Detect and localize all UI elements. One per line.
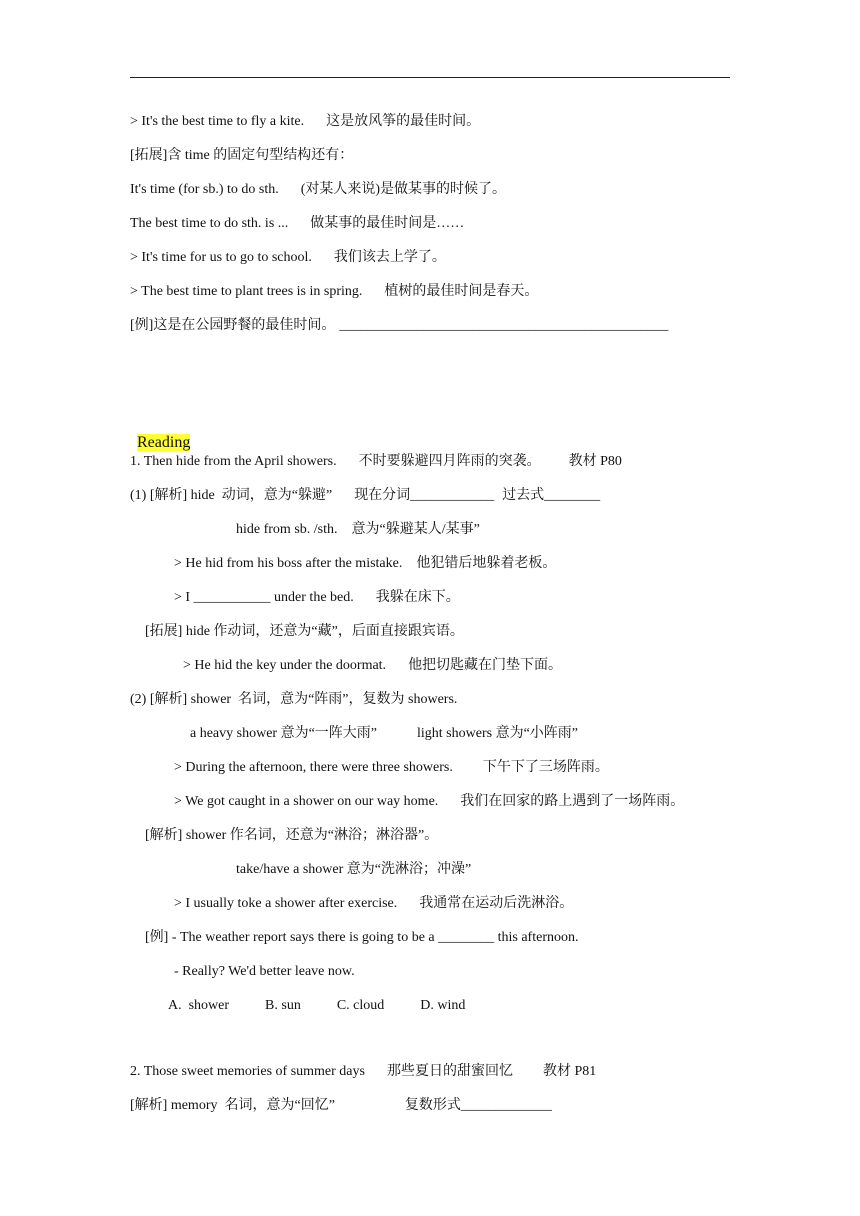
text-segment: 我们该去上学了。 <box>333 250 446 265</box>
text-segment: hide from sb. /sth. <box>236 522 338 537</box>
text-segment: It's time (for sb.) to do sth. <box>130 182 279 197</box>
text-segment: > I usually toke a shower after exercise. <box>174 896 398 911</box>
text-line <box>174 963 355 981</box>
text-line <box>174 589 460 607</box>
text-segment: 复数形式_____________ <box>404 1098 552 1113</box>
text-segment: [例]这是在公园野餐的最佳时间。 <box>130 318 336 333</box>
text-segment: [例] - The weather report says there is going to be a ________ this afternoon. <box>145 930 579 945</box>
text-segment: > The best time to plant trees is in spring. <box>130 284 363 299</box>
text-segment: > He hid the key under the doormat. <box>183 658 387 673</box>
text-line <box>130 317 668 335</box>
text-segment: 现在分词____________ <box>354 488 495 503</box>
text-line <box>130 181 506 199</box>
text-segment: > It's time for us to go to school. <box>130 250 312 265</box>
text-segment: 我们在回家的路上遇到了一场阵雨。 <box>460 794 685 809</box>
text-segment: D. wind <box>420 998 466 1013</box>
section-heading <box>130 416 190 453</box>
text-segment: a heavy shower 意为“一阵大雨” <box>190 726 378 741</box>
text-line <box>130 487 600 505</box>
text-segment: [拓展] hide 作动词，还意为“藏”，后面直接跟宾语。 <box>145 624 464 639</box>
text-line <box>174 793 684 811</box>
text-line <box>145 929 579 947</box>
text-line <box>130 691 457 709</box>
text-line <box>183 657 562 675</box>
text-segment: > It's the best time to fly a kite. <box>130 114 305 129</box>
text-segment: 植树的最佳时间是春天。 <box>384 284 539 299</box>
text-segment: 那些夏日的甜蜜回忆 <box>386 1064 513 1079</box>
text-segment: (2) [解析] shower 名词，意为“阵雨”，复数为 showers. <box>130 692 458 707</box>
text-segment: [解析] shower 作名词，还意为“淋浴；淋浴器”。 <box>145 828 439 843</box>
text-line <box>174 895 573 913</box>
text-segment: 我躲在床下。 <box>375 590 460 605</box>
text-line <box>130 283 538 301</box>
header-rule <box>130 77 730 78</box>
text-line <box>168 997 465 1015</box>
text-segment: 这是放风筝的最佳时间。 <box>326 114 481 129</box>
reading-heading: Reading <box>137 434 191 451</box>
text-segment: 做某事的最佳时间是…… <box>310 216 465 231</box>
text-line <box>130 113 480 131</box>
text-line <box>190 725 578 743</box>
text-line <box>130 215 464 233</box>
text-segment: 意为“躲避某人/某事” <box>351 522 480 537</box>
text-line <box>130 1063 596 1081</box>
text-segment: 2. Those sweet memories of summer days <box>130 1064 365 1079</box>
text-line <box>130 147 353 165</box>
text-segment: light showers 意为“小阵雨” <box>417 726 578 741</box>
text-segment: take/have a shower 意为“洗淋浴；冲澡” <box>236 862 472 877</box>
text-segment: > During the afternoon, there were three showers. <box>174 760 453 775</box>
text-segment: _______________________________________________ <box>339 318 669 333</box>
text-line <box>236 861 471 879</box>
text-line <box>130 453 622 471</box>
text-segment: 下午下了三场阵雨。 <box>482 760 609 775</box>
text-segment: The best time to do sth. is ... <box>130 216 289 231</box>
text-segment: [解析] memory 名词，意为“回忆” <box>130 1098 335 1113</box>
text-segment: 教材 P81 <box>542 1064 597 1079</box>
text-line <box>145 623 464 641</box>
text-line <box>130 249 446 267</box>
text-line <box>174 759 609 777</box>
text-segment: [拓展]含 time 的固定句型结构还有： <box>130 148 354 163</box>
text-segment: B. sun <box>265 998 301 1013</box>
text-segment: > We got caught in a shower on our way home. <box>174 794 439 809</box>
text-line <box>174 555 556 573</box>
text-line <box>130 1097 552 1115</box>
text-line <box>236 521 480 539</box>
text-segment: 教材 P80 <box>568 454 622 469</box>
text-segment: (1) [解析] hide 动词，意为“躲避” <box>130 488 333 503</box>
text-segment: 他把切匙藏在门垫下面。 <box>408 658 563 673</box>
text-segment: > I ___________ under the bed. <box>174 590 354 605</box>
text-segment: 1. Then hide from the April showers. <box>130 454 337 469</box>
text-segment: 过去式________ <box>502 488 601 503</box>
text-segment: 我通常在运动后洗淋浴。 <box>419 896 574 911</box>
text-segment: A. shower <box>168 998 230 1013</box>
text-line <box>145 827 438 845</box>
text-segment: > He hid from his boss after the mistake. <box>174 556 403 571</box>
text-segment: 他犯错后地躲着老板。 <box>416 556 557 571</box>
text-segment: (对某人来说)是做某事的时候了。 <box>300 182 507 197</box>
text-segment: - Really? We'd better leave now. <box>174 964 355 979</box>
text-segment: C. cloud <box>336 998 385 1013</box>
text-segment: 不时要躲避四月阵雨的突袭。 <box>358 454 541 469</box>
